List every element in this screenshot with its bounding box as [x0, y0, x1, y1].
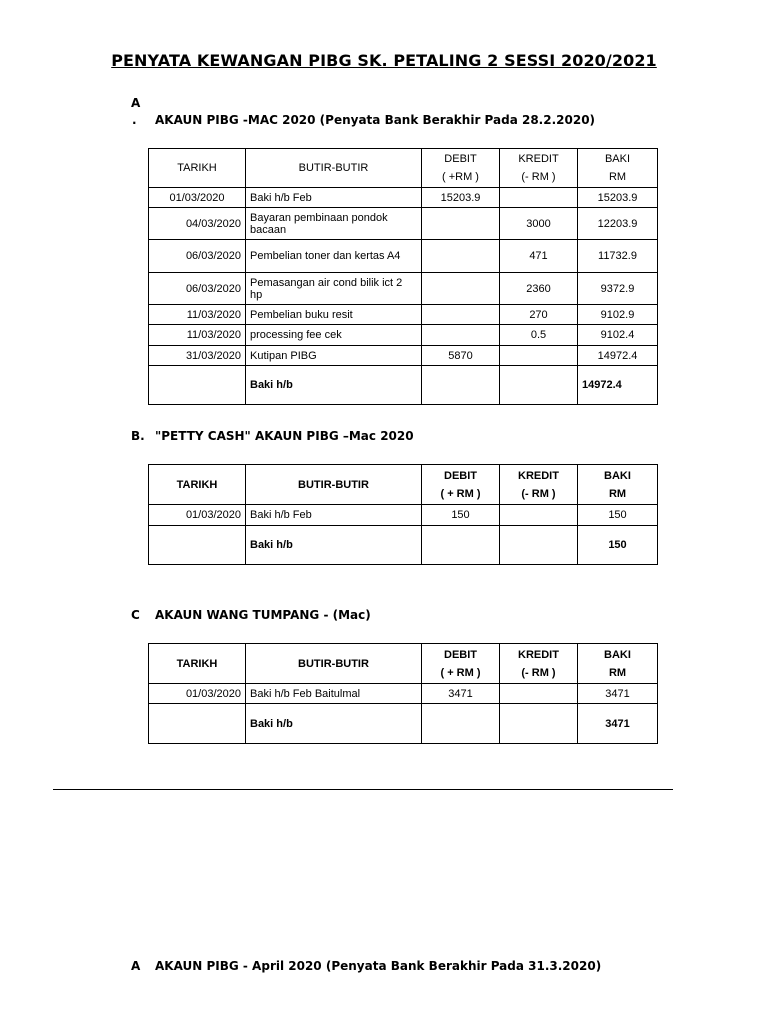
col-tarikh: TARIKH	[149, 644, 246, 684]
section-c-heading: AKAUN WANG TUMPANG - (Mac)	[155, 608, 371, 622]
col-baki-label: BAKI	[604, 469, 631, 482]
cell-baki: 9102.4	[578, 325, 658, 346]
table-row	[149, 346, 658, 366]
page-divider	[53, 789, 673, 790]
cell-kredit	[500, 346, 578, 366]
col-debit-unit: ( + RM )	[440, 666, 481, 679]
col-tarikh: TARIKH	[149, 465, 246, 505]
table-total-row	[149, 704, 658, 744]
cell-butir: Pembelian toner dan kertas A4	[246, 240, 422, 273]
col-kredit-unit: (- RM )	[521, 171, 556, 183]
cell-debit: 3471	[422, 684, 500, 704]
cell-tarikh: 11/03/2020	[149, 325, 246, 346]
col-butir: BUTIR-BUTIR	[246, 465, 422, 505]
cell-butir: Baki h/b Feb	[246, 505, 422, 526]
section-d-letter: A	[131, 959, 141, 973]
page-title: PENYATA KEWANGAN PIBG SK. PETALING 2 SESSI 2020/2021	[111, 51, 657, 70]
col-kredit-label: KREDIT	[518, 469, 559, 482]
col-baki	[578, 644, 658, 684]
table-total-row	[149, 526, 658, 565]
cell-tarikh: 01/03/2020	[149, 505, 246, 526]
total-baki: 14972.4	[578, 366, 658, 405]
cell-kredit: 2360	[500, 273, 578, 305]
table-row	[149, 188, 658, 208]
cell-tarikh: 31/03/2020	[149, 346, 246, 366]
col-debit-label: DEBIT	[444, 153, 477, 165]
cell-butir: Pemasangan air cond bilik ict 2 hp	[246, 273, 422, 305]
col-tarikh: TARIKH	[149, 149, 246, 188]
total-label: Baki h/b	[246, 704, 422, 744]
cell-baki: 14972.4	[578, 346, 658, 366]
col-baki-unit: RM	[608, 487, 627, 500]
cell-kredit	[500, 684, 578, 704]
cell-kredit	[500, 505, 578, 526]
col-debit-unit: ( + RM )	[440, 487, 481, 500]
col-butir: BUTIR-BUTIR	[246, 149, 422, 188]
cell-butir: Baki h/b Feb Baitulmal	[246, 684, 422, 704]
cell-butir: Baki h/b Feb	[246, 188, 422, 208]
cell-baki: 3471	[578, 684, 658, 704]
cell-butir: Bayaran pembinaan pondok bacaan	[246, 208, 422, 240]
total-label: Baki h/b	[246, 366, 422, 405]
col-baki-unit: RM	[608, 666, 627, 679]
col-kredit	[500, 149, 578, 188]
cell-debit: 15203.9	[422, 188, 500, 208]
cell-butir: processing fee cek	[246, 325, 422, 346]
section-b-letter: B.	[131, 429, 145, 443]
section-a-heading: AKAUN PIBG -MAC 2020 (Penyata Bank Berakhir Pada 28.2.2020)	[155, 113, 596, 127]
col-debit-unit: ( +RM )	[442, 171, 479, 183]
total-baki: 3471	[578, 704, 658, 744]
table-total-row	[149, 366, 658, 405]
col-kredit-unit: (- RM )	[521, 487, 556, 500]
col-butir: BUTIR-BUTIR	[246, 644, 422, 684]
table-row	[149, 325, 658, 346]
cell-butir: Pembelian buku resit	[246, 305, 422, 325]
table-row	[149, 208, 658, 240]
total-baki: 150	[578, 526, 658, 565]
table-row	[149, 505, 658, 526]
col-baki-label: BAKI	[604, 648, 631, 661]
cell-debit	[422, 273, 500, 305]
section-a-letter: A	[131, 96, 141, 110]
table-header-row	[149, 644, 658, 684]
cell-kredit: 471	[500, 240, 578, 273]
cell-tarikh: 11/03/2020	[149, 305, 246, 325]
cell-baki: 11732.9	[578, 240, 658, 273]
section-a-dot: .	[132, 113, 137, 127]
table-header-row	[149, 149, 658, 188]
cell-tarikh: 01/03/2020	[149, 188, 246, 208]
cell-baki: 12203.9	[578, 208, 658, 240]
col-kredit	[500, 644, 578, 684]
col-baki	[578, 149, 658, 188]
cell-baki: 9372.9	[578, 273, 658, 305]
table-row	[149, 305, 658, 325]
col-baki-label: BAKI	[604, 153, 631, 165]
cell-kredit	[500, 188, 578, 208]
cell-tarikh: 04/03/2020	[149, 208, 246, 240]
table-row	[149, 684, 658, 704]
cell-tarikh: 01/03/2020	[149, 684, 246, 704]
col-baki-unit: RM	[608, 171, 627, 183]
col-baki	[578, 465, 658, 505]
cell-debit	[422, 305, 500, 325]
cell-debit: 150	[422, 505, 500, 526]
cell-butir: Kutipan PIBG	[246, 346, 422, 366]
table-header-row	[149, 465, 658, 505]
table-akaun-pibg-mac	[148, 148, 658, 405]
cell-debit	[422, 325, 500, 346]
col-debit	[422, 465, 500, 505]
table-wang-tumpang	[148, 643, 658, 744]
section-d-heading: AKAUN PIBG - April 2020 (Penyata Bank Berakhir Pada 31.3.2020)	[155, 959, 602, 973]
col-debit	[422, 149, 500, 188]
cell-tarikh: 06/03/2020	[149, 240, 246, 273]
total-label: Baki h/b	[246, 526, 422, 565]
col-kredit	[500, 465, 578, 505]
cell-debit	[422, 240, 500, 273]
table-row	[149, 273, 658, 305]
cell-debit: 5870	[422, 346, 500, 366]
cell-kredit: 0.5	[500, 325, 578, 346]
col-kredit-label: KREDIT	[518, 153, 559, 165]
cell-baki: 15203.9	[578, 188, 658, 208]
table-row	[149, 240, 658, 273]
col-debit-label: DEBIT	[444, 469, 477, 482]
cell-debit	[422, 208, 500, 240]
col-debit-label: DEBIT	[444, 648, 477, 661]
cell-kredit: 3000	[500, 208, 578, 240]
col-debit	[422, 644, 500, 684]
cell-baki: 150	[578, 505, 658, 526]
col-kredit-label: KREDIT	[518, 648, 559, 661]
section-b-heading: "PETTY CASH" AKAUN PIBG –Mac 2020	[155, 429, 414, 443]
cell-baki: 9102.9	[578, 305, 658, 325]
table-petty-cash	[148, 464, 658, 565]
cell-kredit: 270	[500, 305, 578, 325]
cell-tarikh: 06/03/2020	[149, 273, 246, 305]
col-kredit-unit: (- RM )	[521, 666, 556, 679]
section-c-letter: C	[131, 608, 140, 622]
